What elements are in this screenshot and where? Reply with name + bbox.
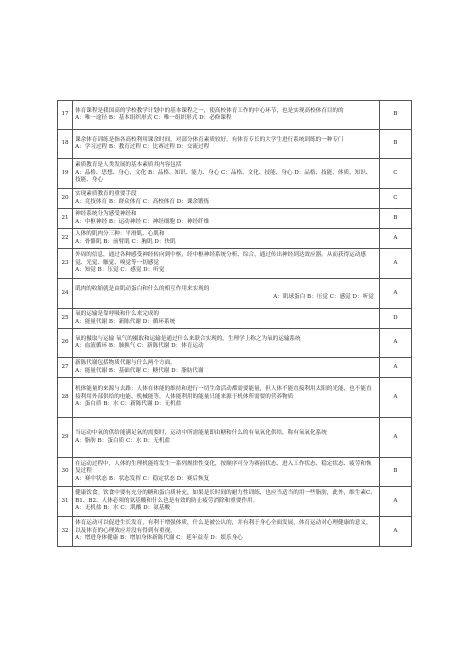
question-text: 外周的信息，通过各种感受神经转向到中枢，经中枢神经系统分析、综合，通过传出神经到达效应器。从而获得运动感觉、光觉、触觉、嗅觉等一切感觉 — [75, 252, 366, 266]
question-number: 28 — [58, 378, 73, 418]
question-body — [73, 229, 380, 249]
question-options: A：品格、思想、身心、文化 B：品格、知识、能力、身心 C：品格、文化、技能、身心 D：品格、技能、体质、知识、技能、身心 — [75, 169, 372, 184]
question-text: 当运动中氧的供给能满足氧的需要时，运动中所需能量即由糖和什么的有氧氧化供给，称有氧氧化系统 — [75, 430, 327, 437]
question-row — [58, 517, 412, 547]
question-text: 实现素质教育的重要手段 — [75, 191, 137, 198]
question-options: A：血液循环 B：肺换气 C：新陈代谢 D：体育运动 — [75, 343, 204, 349]
question-number: 29 — [58, 418, 73, 458]
answer-cell: A — [379, 418, 411, 458]
answer-cell: A — [379, 279, 411, 309]
question-body — [73, 130, 380, 159]
question-body — [73, 101, 380, 130]
question-options: A：赛中状态 B：状态发挥 C：稳定状态 D：赛后恢复 — [75, 475, 210, 482]
answer-cell: A — [379, 517, 411, 547]
answer-cell: A — [379, 487, 411, 517]
question-body — [73, 309, 380, 329]
question-body — [73, 358, 380, 378]
question-number: 21 — [58, 209, 73, 229]
question-text: 在运动过程中，人体的生理机能将发生一系列规律性变化，按顺序可分为赛前状态、进入工作状态、稳定状态、疲劳和恢复过程 — [75, 460, 372, 475]
question-options: A：肌球蛋白 B：压觉 C：感觉 D：听觉 — [273, 293, 374, 300]
question-options: A：竞技体育 B：群众体育 C：高校体育 D：课余锻炼 — [75, 198, 210, 205]
question-text: 人体的肌肉分三种：平滑肌、心肌和 — [75, 231, 165, 238]
question-options: A：骨骼肌 B：前臂肌 C：胸肌 D：快肌 — [75, 238, 176, 245]
question-number: 27 — [58, 358, 73, 378]
answer-cell: A — [379, 329, 411, 358]
question-row — [58, 279, 412, 309]
question-row — [58, 130, 412, 159]
question-rows — [58, 101, 412, 547]
answer-cell: A — [379, 249, 411, 279]
question-options: A：增进身体健康 B：增加身体新陈代谢 C：延年益寿 D：娱乐身心 — [75, 535, 243, 542]
answer-cell: B — [379, 458, 411, 487]
question-row — [58, 378, 412, 418]
question-options: A：蛋白质 B：水 C：新陈代谢 D：无机盐 — [75, 401, 182, 408]
question-body — [73, 487, 380, 517]
question-number: 25 — [58, 309, 73, 329]
question-text: 神经系统分为感受神经和 — [75, 211, 137, 218]
answer-cell: A — [379, 358, 411, 378]
question-row — [58, 329, 412, 358]
question-row — [58, 418, 412, 458]
question-number: 32 — [58, 517, 73, 547]
question-number: 20 — [58, 189, 73, 209]
question-row — [58, 458, 412, 487]
question-body — [73, 329, 380, 358]
question-text: 氧的运输是靠呼吸和什么来完成的 — [75, 311, 159, 318]
answer-cell: C — [379, 189, 411, 209]
question-text: 肌肉的收缩就是由肌动蛋白和什么的相互作用来实现的 — [75, 286, 210, 293]
answer-cell: D — [379, 309, 411, 329]
question-number: 24 — [58, 279, 73, 309]
question-body — [73, 159, 380, 189]
question-text: 氧的摄取与运输 氧气的摄取和运输是通过什么来联合实现的，生理学上称之为氧的运输系统 — [75, 335, 301, 342]
question-text: 课余体育训练是指各高校利用课余时间，对部分体育素质较好，有体育专长的大学生进行系统训练的一种专门 — [75, 136, 344, 143]
question-body — [73, 249, 380, 279]
question-row — [58, 358, 412, 378]
question-row — [58, 209, 412, 229]
question-number: 19 — [58, 159, 73, 189]
answer-cell: C — [379, 159, 411, 189]
question-options: A：知觉 B：压觉 C：感觉 D：听觉 — [75, 267, 165, 274]
question-body — [73, 458, 380, 487]
question-row — [58, 159, 412, 189]
question-options: A：无机盐 B：水 C：肌酸 D：氨基酸 — [75, 505, 171, 512]
question-text: 健康饮食。饮食中要有充分的糖和蛋白质补充，如果是长时间的耐力性训练，也应当适当的用一些脂肪，此外，维生素C、B1、B2、人体必须的氨基酸和什么也是有效的防止疲劳消除和重要作用。 — [75, 490, 376, 504]
question-options: A：中枢神经 B：运动神经 C：神经细胞 D：神经纤维 — [75, 218, 210, 225]
answer-cell: B — [379, 209, 411, 229]
question-number: 26 — [58, 329, 73, 358]
answer-cell: A — [379, 229, 411, 249]
question-row — [58, 189, 412, 209]
question-text: 体育课程是我国高的学校教学计划中的基本课程之一，使高校体育工作的中心环节，也是实现高校体育目的的 — [75, 107, 344, 114]
question-options: A：能量代谢 B：基础代谢 C：糖代谢 D：脂肪代谢 — [75, 367, 204, 374]
question-row — [58, 229, 412, 249]
question-row — [58, 249, 412, 279]
question-body — [73, 378, 380, 418]
question-text: 素质教育是人类发展的基本素质其内容包括 — [75, 162, 182, 169]
answer-cell: B — [379, 130, 411, 159]
question-body — [73, 517, 380, 547]
question-row — [58, 309, 412, 329]
question-body — [73, 279, 380, 309]
question-number: 17 — [58, 101, 73, 130]
question-number: 22 — [58, 229, 73, 249]
question-number: 31 — [58, 487, 73, 517]
question-body — [73, 418, 380, 458]
question-number: 18 — [58, 130, 73, 159]
question-number: 23 — [58, 249, 73, 279]
question-options: A：学习过程 B：教育过程 C：比赛过程 D：交流过程 — [75, 144, 210, 150]
question-text: 新陈代谢包括物质代谢与什么两个方面。 — [75, 360, 176, 367]
question-text: 体育运动可以促进生长发育，有利于增强体质，什么是被公认的，并有利于身心全面发展，体育运动对心理健康的意义，以及体育的心理效应并没有得到有重视。 — [75, 520, 372, 534]
question-body — [73, 209, 380, 229]
answer-cell: B — [379, 101, 411, 130]
question-number: 30 — [58, 458, 73, 487]
question-options: A：唯一途径 B：基本组织形式 C：唯一组织形式 D：必修课程 — [75, 115, 232, 121]
question-text: 机体能量的来源与去路：人体在体能的维持和进行一切生命活动都需要能量，但人体不能直接利用太阳的光能，也不能直接利用外部供给的电能、机械能等，人体能利用的能量只能来源于机体所需要的营养物质 — [75, 386, 372, 400]
question-options: A：脂肪 B：蛋白质 C：水 D：无机盐 — [75, 437, 171, 444]
question-row — [58, 101, 412, 130]
answer-cell: A — [379, 378, 411, 418]
question-table — [57, 100, 412, 547]
question-options: A：能量代谢 B：新陈代谢 D：循环系统 — [75, 318, 176, 325]
question-row — [58, 487, 412, 517]
question-body — [73, 189, 380, 209]
